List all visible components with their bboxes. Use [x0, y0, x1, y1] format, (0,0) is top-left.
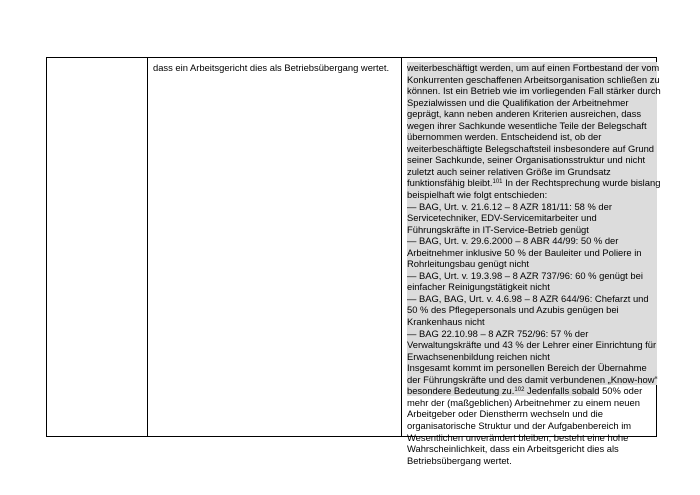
line-text: Servicetechniker, EDV-Servicemitarbeiter und — [407, 212, 597, 224]
right-cell-line — [407, 374, 657, 386]
line-text: zuletzt auch seiner relativen Größe im Grundsatz — [407, 165, 611, 177]
line-text: Krankenhaus nicht — [407, 316, 485, 328]
column-divider-1 — [147, 58, 148, 436]
right-cell-line — [407, 385, 657, 397]
right-cell-line — [407, 189, 657, 201]
line-text-after: Jedenfalls sobald — [524, 385, 600, 397]
line-text: können. Ist ein Betrieb wie im vorliegenden Fall stärker durch — [407, 85, 661, 97]
line-text: 50 % des Pflegepersonals und Azubis genügen bei — [407, 304, 619, 316]
right-cell-line — [407, 293, 657, 305]
line-text: Arbeitgeber oder Dienstherrn wechseln und die — [407, 408, 603, 420]
document-table — [46, 57, 661, 466]
line-text: Insgesamt kommt im personellen Bereich der Übernahme — [407, 362, 647, 374]
right-cell-line — [407, 281, 657, 293]
right-cell-line — [407, 443, 657, 455]
line-text: übernommen werden. Entscheidend ist, ob der — [407, 131, 602, 143]
line-text: Spezialwissen und die Qualifikation der Arbeitnehmer — [407, 96, 629, 108]
line-text: funktionsfähig bleibt. — [407, 177, 493, 189]
line-text: — BAG, Urt. v. 21.6.12 – 8 AZR 181/11: 58 % der — [407, 200, 612, 212]
line-text: Arbeitnehmer inklusive 50 % der Bauleiter und Poliere in — [407, 246, 642, 258]
right-cell-line — [407, 120, 657, 132]
right-cell-line — [407, 270, 657, 282]
right-cell-line — [407, 247, 657, 259]
line-text: Führungskräfte in IT-Service-Betrieb genügt — [407, 223, 589, 235]
right-cell-line — [407, 316, 657, 328]
right-cell-line — [407, 85, 661, 97]
line-text: weiterbeschäftigte Belegschaftsteil insbesondere auf Grund — [407, 142, 655, 154]
footnote-marker: 101 — [492, 179, 503, 186]
right-cell-line — [407, 224, 657, 236]
right-cell-line — [407, 455, 657, 467]
line-text: — BAG, BAG, Urt. v. 4.6.98 – 8 AZR 644/96: Chefarzt und — [407, 292, 649, 304]
right-cell-line — [407, 73, 660, 86]
line-text: mehr der (maßgeblichen) Arbeitnehmer zu einem neuen — [407, 396, 640, 408]
line-text: besondere Bedeutung zu. — [407, 385, 515, 397]
line-text: beispielhaft wie folgt entschieden: — [407, 189, 548, 201]
line-text: — BAG 22.10.98 – 8 AZR 752/96: 57 % der — [407, 327, 589, 339]
line-text-tail: 50% oder — [599, 385, 643, 397]
line-text: Rohrleitungsbau genügt nicht — [407, 258, 529, 270]
right-cell-line — [407, 212, 657, 224]
line-text: geprägt, kann neben anderen Kriterien ausreichen, dass — [407, 108, 642, 120]
footnote-marker: 102 — [514, 387, 525, 394]
line-text: Wesentlichen unverändert bleiben, besteht eine hohe — [407, 431, 629, 443]
right-cell-line — [407, 432, 657, 444]
line-text: seiner Sachkunde, seiner Organisationsstruktur und nicht — [407, 154, 646, 166]
right-cell-line — [407, 62, 660, 74]
line-text: — BAG, Urt. v. 29.6.2000 – 8 ABR 44/99: 50 % der — [407, 235, 619, 247]
right-cell-line — [407, 131, 657, 143]
right-cell-line — [407, 362, 657, 374]
right-cell-line — [407, 108, 657, 120]
right-cell-line — [407, 201, 657, 213]
line-text: — BAG, Urt. v. 19.3.98 – 8 AZR 737/96: 60 % genügt bei — [407, 269, 643, 281]
line-text: Wahrscheinlichkeit, dass ein Arbeitsgericht dies als — [407, 443, 619, 455]
right-cell-line — [407, 339, 657, 351]
right-cell-line — [407, 177, 661, 189]
line-text: Erwachsenenbildung reichen nicht — [407, 350, 550, 362]
right-cell-line — [407, 235, 657, 247]
right-cell-line — [407, 258, 657, 270]
right-column-text — [407, 62, 661, 466]
line-text: Konkurrenten geschaffenen Arbeitsorganisation schließen zu — [407, 73, 660, 85]
right-cell-line — [407, 304, 657, 316]
middle-column-text — [153, 62, 389, 74]
right-cell-line — [407, 166, 657, 178]
line-text: Betriebsübergang wertet. — [407, 454, 512, 466]
line-text: organisatorische Struktur und der Aufgabenbereich im — [407, 419, 632, 431]
line-text: der Führungskräfte und des damit verbundenen „Know-how“ — [407, 373, 658, 385]
line-text: wegen ihrer Sachkunde wesentliche Teile der Belegschaft — [407, 119, 647, 131]
right-cell-line — [407, 385, 599, 396]
line-text: weiterbeschäftigt werden, um auf einen Fortbestand der vom — [407, 62, 660, 73]
right-cell-line — [407, 143, 657, 155]
right-cell-line — [407, 351, 657, 363]
right-cell-line — [407, 328, 657, 340]
right-cell-line — [407, 397, 657, 409]
column-divider-2 — [401, 58, 402, 436]
middle-cell-line: dass ein Arbeitsgericht dies als Betriebsübergang wertet. — [153, 62, 390, 73]
right-cell-line — [407, 420, 657, 432]
line-text: einfacher Reinigungstätigkeit nicht — [407, 281, 550, 293]
right-cell-line — [407, 154, 657, 166]
right-cell-line — [407, 97, 657, 109]
line-text: Verwaltungskräfte und 43 % der Lehrer einer Einrichtung für — [407, 339, 657, 351]
right-cell-line — [407, 408, 657, 420]
line-text-after: In der Rechtsprechung wurde bislang — [502, 177, 661, 189]
